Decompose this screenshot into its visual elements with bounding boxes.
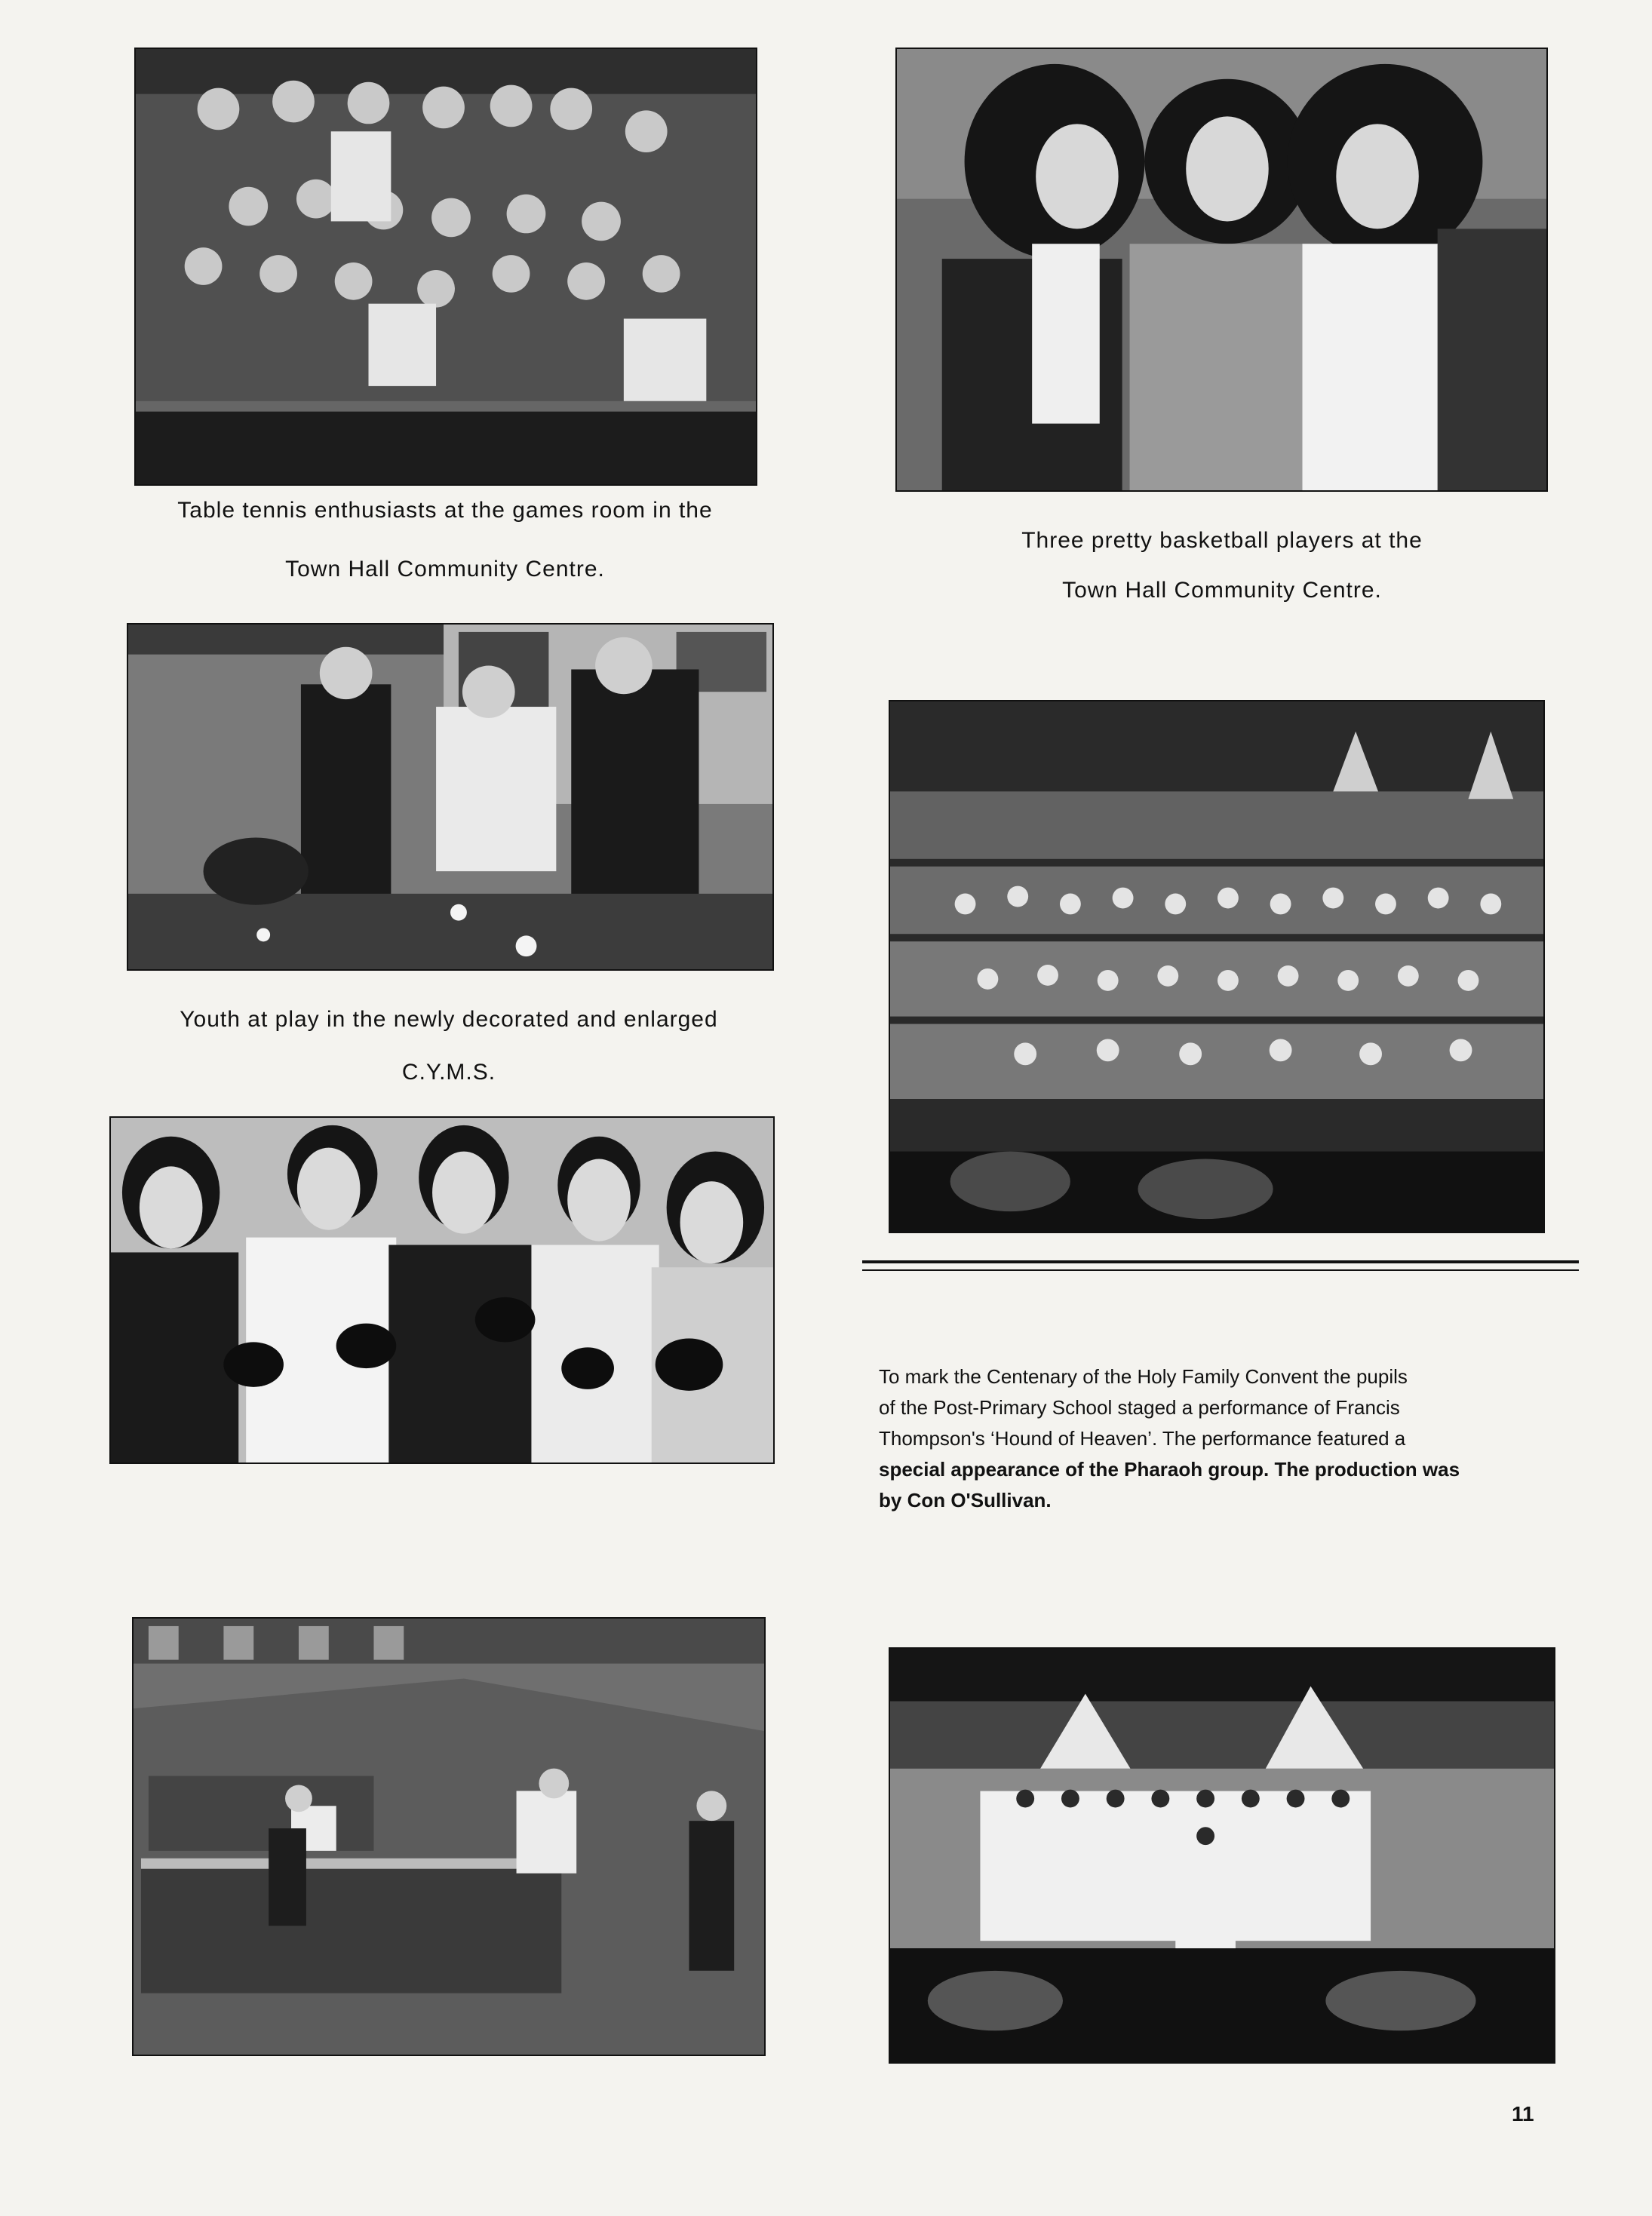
caption-table-tennis-line1: Table tennis enthusiasts at the games room in the [177, 498, 713, 523]
article-centenary-text [879, 1361, 1550, 1516]
caption-cyms-line1: Youth at play in the newly decorated and enlarged [180, 1007, 718, 1032]
photo-women-table-tennis-bats [109, 1116, 775, 1464]
divider-rule-thick [862, 1260, 1579, 1263]
photo-games-room [132, 1617, 766, 2056]
page-number: 11 [1512, 2102, 1534, 2125]
article-line-3: Thompson's ‘Hound of Heaven’. The performance featured a [879, 1427, 1406, 1450]
caption-cyms-line2: C.Y.M.S. [401, 1060, 496, 1085]
article-line-4: special appearance of the Pharaoh group. The production was [879, 1458, 1460, 1481]
caption-basketball-line2: Town Hall Community Centre. [1062, 578, 1382, 603]
article-line-5: by Con O'Sullivan. [879, 1489, 1052, 1512]
caption-basketball-line1: Three pretty basketball players at the [1021, 528, 1423, 553]
photo-table-tennis-group [134, 48, 757, 486]
photo-hound-of-heaven-choir [889, 700, 1545, 1233]
article-line-1: To mark the Centenary of the Holy Family Convent the pupils [879, 1365, 1408, 1388]
photo-stage-performance [889, 1647, 1555, 2064]
photo-cyms-snooker [127, 623, 774, 971]
caption-table-tennis-line2: Town Hall Community Centre. [285, 557, 605, 582]
divider-rule-thin [862, 1269, 1579, 1271]
photo-basketball-players [895, 48, 1548, 492]
article-line-2: of the Post-Primary School staged a performance of Francis [879, 1396, 1400, 1419]
